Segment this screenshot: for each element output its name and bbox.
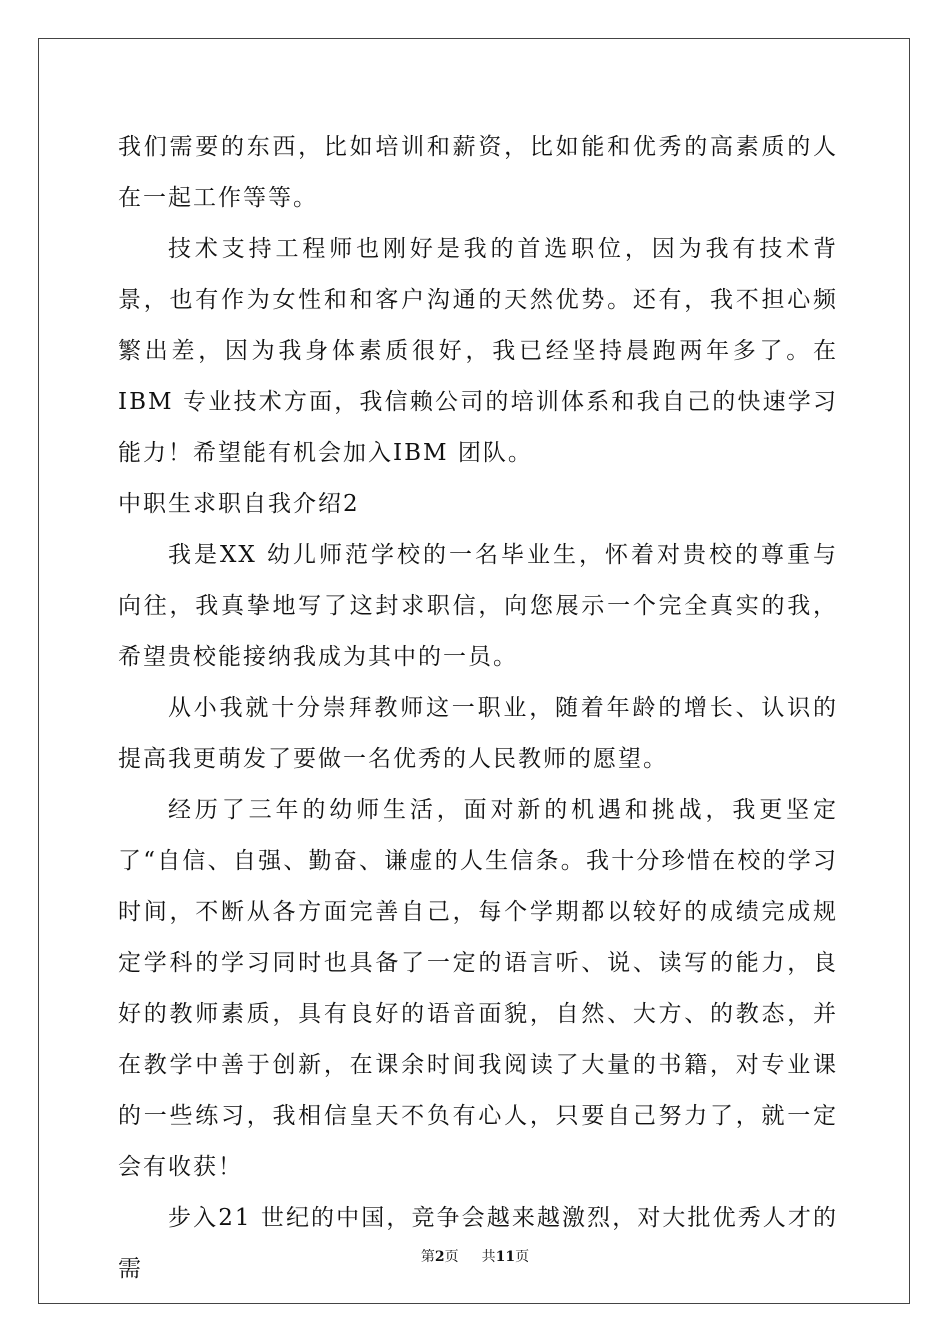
- paragraph: 技术支持工程师也刚好是我的首选职位，因为我有技术背景，也有作为女性和和客户沟通的天然优势。还有，我不担心频繁出差，因为我身体素质很好，我已经坚持晨跑两年多了。在 IBM 专业技术方面，我信赖公司的培训体系和我自己的快速学习能力！希望能有机会加入IBM 团队。: [118, 236, 838, 466]
- page-footer: [0, 1246, 950, 1266]
- paragraph: 我们需要的东西，比如培训和薪资，比如能和优秀的高素质的人在一起工作等等。: [118, 134, 838, 211]
- total-count: 11: [495, 1249, 516, 1265]
- page-suffix: 页: [444, 1249, 459, 1265]
- page-number: [421, 1246, 459, 1266]
- paragraph: 经历了三年的幼师生活，面对新的机遇和挑战，我更坚定了“自信、自强、勤奋、谦虚的人生信条。我十分珍惜在校的学习时间，不断从各方面完善自己，每个学期都以较好的成绩完成规定学科的学习同时也具备了一定的语言听、说、读写的能力，良好的教师素质，具有良好的语音面貌，自然、大方、的教态，并在教学中善于创新，在课余时间我阅读了大量的书籍，对专业课的一些练习，我相信皇天不负有心人，只要自己努力了，就一定会有收获！: [118, 797, 838, 1180]
- document-body: [118, 122, 838, 1295]
- page-current: 2: [434, 1249, 445, 1265]
- page-total: [482, 1246, 529, 1266]
- total-prefix: 共: [481, 1249, 496, 1265]
- paragraph: 从小我就十分崇拜教师这一职业，随着年龄的增长、认识的提高我更萌发了要做一名优秀的人民教师的愿望。: [118, 695, 838, 772]
- total-suffix: 页: [515, 1249, 530, 1265]
- paragraph: 步入21 世纪的中国，竞争会越来越激烈，对大批优秀人才的需: [118, 1205, 838, 1282]
- page-prefix: 第: [420, 1249, 435, 1265]
- section-heading: 中职生求职自我介绍2: [118, 491, 360, 517]
- paragraph: 我是XX 幼儿师范学校的一名毕业生，怀着对贵校的尊重与向往，我真挚地写了这封求职信，向您展示一个完全真实的我，希望贵校能接纳我成为其中的一员。: [118, 542, 838, 670]
